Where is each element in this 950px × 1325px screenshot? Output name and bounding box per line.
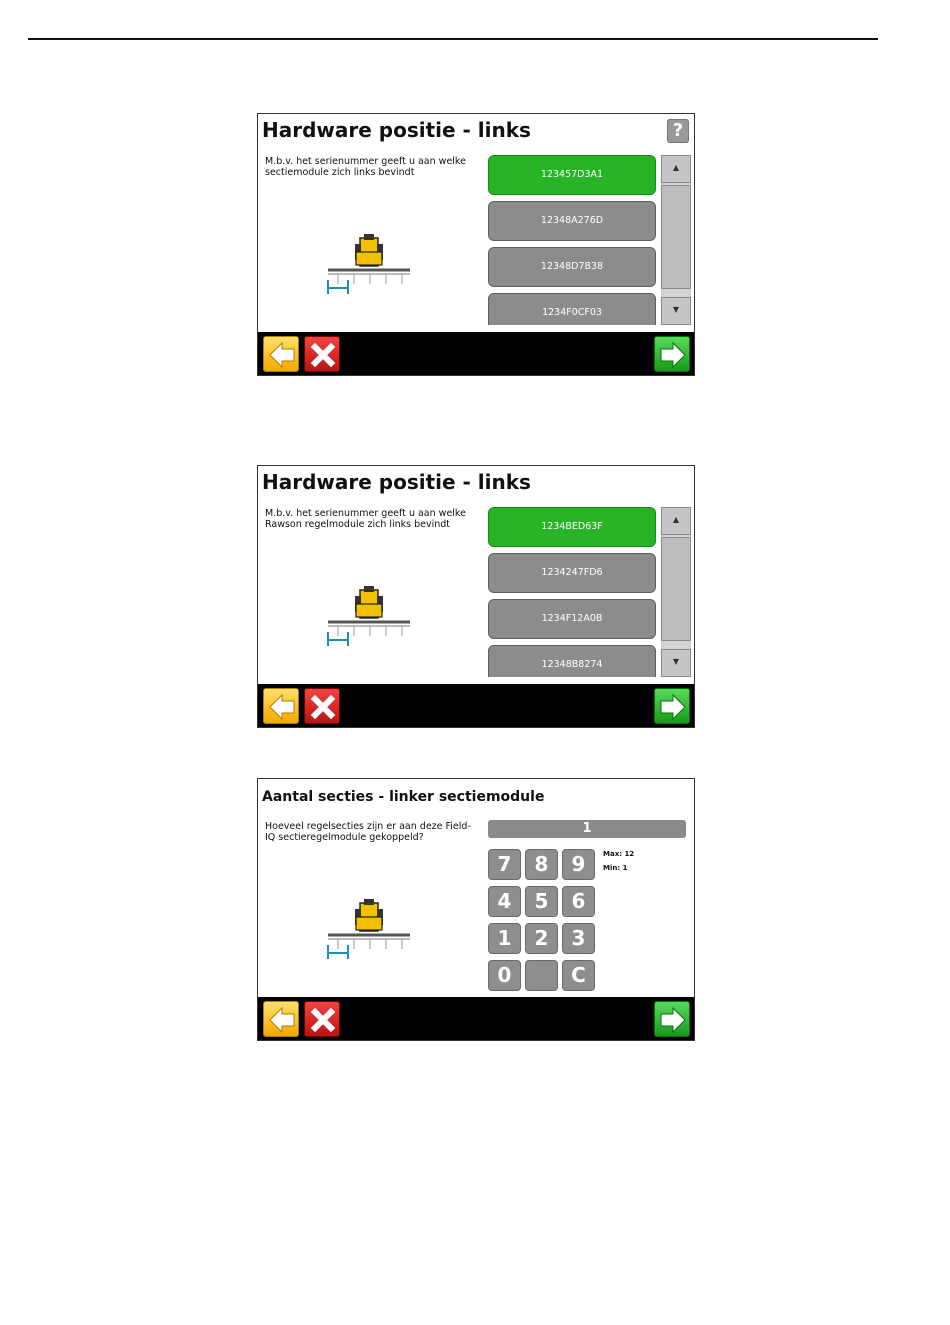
bottom-navigation-bar [258, 684, 694, 727]
screen-title: Hardware positie - links [262, 118, 531, 142]
cancel-x-icon[interactable] [304, 1001, 340, 1037]
key-8[interactable]: 8 [525, 849, 558, 880]
instruction-text: Hoeveel regelsecties zijn er aan deze Field-IQ sectieregelmodule gekoppeld? [265, 821, 471, 843]
bottom-navigation-bar [258, 332, 694, 375]
screen-title: Aantal secties - linker sectiemodule [262, 789, 545, 805]
screen-hardware-position-rawson [257, 465, 695, 728]
serial-list [488, 155, 660, 325]
screen-title: Hardware positie - links [262, 470, 531, 494]
instruction-text: M.b.v. het serienummer geeft u aan welke Rawson regelmodule zich links bevindt [265, 508, 466, 530]
tractor-boom-illustration [326, 897, 412, 969]
key-4[interactable]: 4 [488, 886, 521, 917]
scroll-thumb[interactable] [661, 537, 691, 641]
serial-item[interactable]: 1234F12A0B [488, 599, 656, 639]
key-1[interactable]: 1 [488, 923, 521, 954]
serial-item[interactable]: 1234F0CF03 [488, 293, 656, 325]
key-clear[interactable]: C [562, 960, 595, 991]
tractor-boom-illustration [326, 232, 412, 304]
scroll-up-icon[interactable]: ▲ [661, 507, 691, 535]
back-arrow-icon[interactable] [263, 688, 299, 724]
instruction-text: M.b.v. het serienummer geeft u aan welke sectiemodule zich links bevindt [265, 156, 466, 178]
cancel-x-icon[interactable] [304, 336, 340, 372]
key-2[interactable]: 2 [525, 923, 558, 954]
serial-list [488, 507, 660, 677]
tractor-boom-illustration [326, 584, 412, 656]
value-display: 1 [488, 820, 686, 838]
list-scrollbar[interactable] [661, 155, 691, 325]
key-9[interactable]: 9 [562, 849, 595, 880]
scroll-down-icon[interactable]: ▼ [661, 297, 691, 325]
back-arrow-icon[interactable] [263, 336, 299, 372]
screen-hardware-position-sectionmodule [257, 113, 695, 376]
bottom-navigation-bar [258, 997, 694, 1040]
serial-item[interactable]: 12348B8274 [488, 645, 656, 677]
next-arrow-icon[interactable] [654, 336, 690, 372]
help-icon[interactable]: ? [667, 119, 689, 143]
key-0[interactable]: 0 [488, 960, 521, 991]
serial-item[interactable]: 12348A276D [488, 201, 656, 241]
scroll-down-icon[interactable]: ▼ [661, 649, 691, 677]
key-3[interactable]: 3 [562, 923, 595, 954]
serial-item[interactable]: 1234247FD6 [488, 553, 656, 593]
next-arrow-icon[interactable] [654, 1001, 690, 1037]
page-top-rule [28, 38, 878, 40]
min-label: Min: 1 [603, 864, 628, 872]
back-arrow-icon[interactable] [263, 1001, 299, 1037]
key-blank[interactable] [525, 960, 558, 991]
list-scrollbar[interactable] [661, 507, 691, 677]
screen-section-count [257, 778, 695, 1041]
key-6[interactable]: 6 [562, 886, 595, 917]
max-label: Max: 12 [603, 850, 635, 858]
serial-item[interactable]: 12348D7B38 [488, 247, 656, 287]
cancel-x-icon[interactable] [304, 688, 340, 724]
scroll-up-icon[interactable]: ▲ [661, 155, 691, 183]
key-5[interactable]: 5 [525, 886, 558, 917]
serial-item-selected[interactable]: 1234BED63F [488, 507, 656, 547]
key-7[interactable]: 7 [488, 849, 521, 880]
scroll-thumb[interactable] [661, 185, 691, 289]
serial-item-selected[interactable]: 123457D3A1 [488, 155, 656, 195]
next-arrow-icon[interactable] [654, 688, 690, 724]
